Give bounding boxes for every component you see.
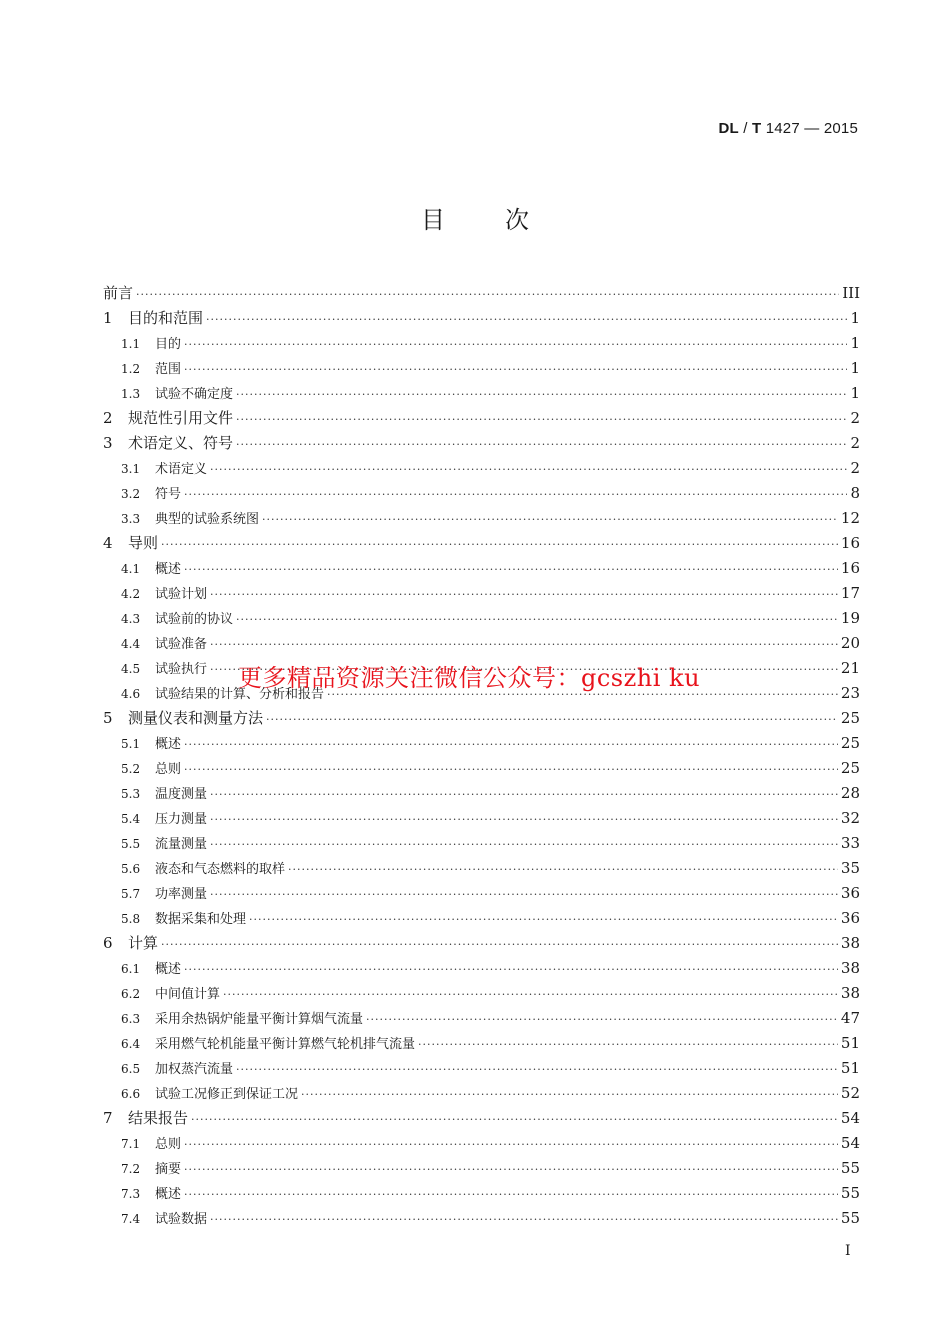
- toc-entry-number: 1: [103, 309, 113, 327]
- toc-entry-label: 试验工况修正到保证工况: [155, 1087, 299, 1102]
- toc-leader-dots: [366, 1007, 838, 1032]
- toc-entry[interactable]: [103, 806, 860, 831]
- toc-leader-dots: [236, 432, 847, 457]
- toc-entry[interactable]: [103, 781, 860, 806]
- toc-entry-label: 概述: [155, 1187, 182, 1202]
- toc-entry-page: 38: [840, 959, 860, 977]
- toc-entry-label: 试验数据: [155, 1212, 208, 1227]
- toc-leader-dots: [184, 732, 838, 757]
- toc-entry-label: 数据采集和处理: [155, 912, 247, 927]
- toc-leader-dots: [418, 1032, 838, 1057]
- toc-entry[interactable]: [103, 1181, 860, 1206]
- toc-entry-page: 54: [840, 1134, 860, 1152]
- toc-entry-label: 结果报告: [128, 1109, 189, 1127]
- toc-entry-label: 中间值计算: [155, 987, 221, 1002]
- toc-entry-label: 计算: [128, 934, 159, 952]
- toc-entry[interactable]: [103, 406, 860, 431]
- toc-entry-page: 36: [840, 884, 860, 902]
- toc-entry-page: 1: [850, 309, 860, 327]
- toc-leader-dots: [184, 1132, 838, 1157]
- toc-entry[interactable]: [103, 1131, 860, 1156]
- toc-entry-page: 2: [850, 459, 860, 477]
- toc-leader-dots: [210, 882, 838, 907]
- toc-entry-label: 概述: [155, 962, 182, 977]
- toc-entry-page: 35: [840, 859, 860, 877]
- toc-leader-dots: [191, 1107, 838, 1132]
- toc-entry-label: 概述: [155, 737, 182, 752]
- toc-leader-dots: [266, 707, 838, 732]
- toc-entry-number: 6.2: [121, 987, 141, 1001]
- toc-leader-dots: [184, 1182, 838, 1207]
- toc-entry-label: 符号: [155, 487, 182, 502]
- toc-entry[interactable]: [103, 906, 860, 931]
- toc-entry[interactable]: [103, 631, 860, 656]
- toc-entry-number: 3.2: [121, 487, 141, 501]
- toc-entry[interactable]: [103, 381, 860, 406]
- toc-entry-number: 4.1: [121, 562, 141, 576]
- toc-entry-number: 6.1: [121, 962, 141, 976]
- toc-entry-number: 6.5: [121, 1062, 141, 1076]
- toc-entry-label: 目的和范围: [128, 309, 204, 327]
- toc-entry-label: 目的: [155, 337, 182, 352]
- watermark-text: 更多精品资源关注微信公众号：gcszhi ku: [238, 664, 701, 692]
- toc-entry-page: 23: [840, 684, 860, 702]
- toc-entry-label: 采用余热锅炉能量平衡计算烟气流量: [155, 1012, 364, 1027]
- toc-leader-dots: [184, 957, 838, 982]
- toc-entry[interactable]: [103, 606, 860, 631]
- toc-entry-page: 54: [840, 1109, 860, 1127]
- toc-entry-page: 1: [850, 334, 860, 352]
- toc-entry[interactable]: [103, 956, 860, 981]
- toc-entry-number: 5.4: [121, 812, 141, 826]
- toc-leader-dots: [184, 757, 838, 782]
- toc-entry[interactable]: [103, 1031, 860, 1056]
- toc-entry[interactable]: [103, 331, 860, 356]
- toc-leader-dots: [210, 632, 838, 657]
- document-code: [718, 120, 858, 137]
- toc-entry-page: 1: [850, 359, 860, 377]
- toc-leader-dots: [161, 532, 838, 557]
- toc-entry[interactable]: [103, 1006, 860, 1031]
- code-rest: 1427 — 2015: [761, 120, 858, 137]
- toc-entry-number: 7.1: [121, 1137, 141, 1151]
- toc-entry-number: 3.3: [121, 512, 141, 526]
- toc-entry[interactable]: [103, 506, 860, 531]
- toc-entry-label: 总则: [155, 762, 182, 777]
- toc-entry-page: 55: [840, 1209, 860, 1227]
- toc-entry[interactable]: [103, 1081, 860, 1106]
- toc-entry[interactable]: [103, 281, 860, 306]
- toc-leader-dots: [184, 357, 847, 382]
- toc-entry-label: 试验不确定度: [155, 387, 234, 402]
- toc-entry-label: 导则: [128, 534, 159, 552]
- toc-leader-dots: [161, 932, 838, 957]
- toc-leader-dots: [301, 1082, 838, 1107]
- toc-entry-number: 6.6: [121, 1087, 141, 1101]
- toc-leader-dots: [136, 282, 839, 307]
- toc-leader-dots: [184, 557, 838, 582]
- toc-entry-number: 5.3: [121, 787, 141, 801]
- toc-entry-page: 36: [840, 909, 860, 927]
- toc-entry-label: 试验准备: [155, 637, 208, 652]
- toc-entry-page: 51: [840, 1034, 860, 1052]
- toc-entry-page: III: [842, 284, 860, 302]
- toc-entry-page: 55: [840, 1159, 860, 1177]
- toc-entry-number: 5.8: [121, 912, 141, 926]
- toc-entry[interactable]: [103, 1156, 860, 1181]
- page-number: I: [845, 1243, 851, 1259]
- toc-entry-number: 7: [103, 1109, 113, 1127]
- toc-leader-dots: [210, 782, 838, 807]
- toc-entry-label: 试验前的协议: [155, 612, 234, 627]
- toc-entry-number: 4.2: [121, 587, 141, 601]
- toc-entry[interactable]: [103, 1206, 860, 1231]
- toc-entry-label: 术语定义、符号: [128, 434, 234, 452]
- toc-entry[interactable]: [103, 756, 860, 781]
- toc-entry-label: 功率测量: [155, 887, 208, 902]
- toc-entry-page: 20: [840, 634, 860, 652]
- toc-leader-dots: [184, 482, 847, 507]
- toc-entry[interactable]: [103, 1056, 860, 1081]
- toc-entry[interactable]: [103, 831, 860, 856]
- table-of-contents: [103, 281, 860, 1231]
- toc-entry-label: 试验结果的计算、分析和报告: [155, 687, 325, 702]
- toc-leader-dots: [184, 1157, 838, 1182]
- toc-entry-page: 21: [840, 659, 860, 677]
- toc-entry[interactable]: [103, 731, 860, 756]
- code-slash: /: [738, 120, 752, 137]
- toc-leader-dots: [210, 582, 838, 607]
- toc-entry-number: 3: [103, 434, 113, 452]
- toc-entry-label: 摘要: [155, 1162, 182, 1177]
- toc-leader-dots: [236, 1057, 838, 1082]
- toc-entry-label: 前言: [103, 284, 134, 302]
- toc-entry-number: 6.3: [121, 1012, 141, 1026]
- toc-entry-number: 7.2: [121, 1162, 141, 1176]
- toc-entry-label: 术语定义: [155, 462, 208, 477]
- toc-entry-number: 4.3: [121, 612, 141, 626]
- toc-leader-dots: [184, 332, 847, 357]
- toc-entry[interactable]: [103, 931, 860, 956]
- toc-leader-dots: [210, 832, 838, 857]
- toc-entry-number: 7.3: [121, 1187, 141, 1201]
- toc-entry-number: 6: [103, 934, 113, 952]
- toc-entry[interactable]: [103, 481, 860, 506]
- toc-entry-number: 5.7: [121, 887, 141, 901]
- toc-entry-page: 38: [840, 984, 860, 1002]
- toc-entry-label: 温度测量: [155, 787, 208, 802]
- toc-entry-number: 7.4: [121, 1212, 141, 1226]
- toc-entry-number: 5.1: [121, 737, 141, 751]
- toc-entry-number: 1.1: [121, 337, 141, 351]
- toc-entry-number: 3.1: [121, 462, 141, 476]
- toc-entry-label: 压力测量: [155, 812, 208, 827]
- toc-entry-label: 总则: [155, 1137, 182, 1152]
- toc-entry-page: 16: [840, 559, 860, 577]
- toc-entry-page: 25: [840, 709, 860, 727]
- toc-leader-dots: [262, 507, 838, 532]
- toc-entry-page: 32: [840, 809, 860, 827]
- toc-entry-number: 5.6: [121, 862, 141, 876]
- toc-entry-label: 测量仪表和测量方法: [128, 709, 264, 727]
- toc-entry[interactable]: [103, 1106, 860, 1131]
- toc-entry-number: 6.4: [121, 1037, 141, 1051]
- toc-entry[interactable]: [103, 981, 860, 1006]
- toc-entry[interactable]: [103, 856, 860, 881]
- toc-entry-label: 流量测量: [155, 837, 208, 852]
- toc-leader-dots: [288, 857, 838, 882]
- toc-entry-number: 5.5: [121, 837, 141, 851]
- toc-entry-page: 52: [840, 1084, 860, 1102]
- toc-entry-number: 4.5: [121, 662, 141, 676]
- toc-leader-dots: [236, 607, 838, 632]
- toc-entry-page: 25: [840, 734, 860, 752]
- toc-entry-number: 4: [103, 534, 113, 552]
- toc-entry-label: 规范性引用文件: [128, 409, 234, 427]
- toc-entry-page: 38: [840, 934, 860, 952]
- toc-entry-label: 采用燃气轮机能量平衡计算燃气轮机排气流量: [155, 1037, 416, 1052]
- toc-entry-label: 试验执行: [155, 662, 208, 677]
- toc-leader-dots: [236, 382, 847, 407]
- toc-entry-page: 19: [840, 609, 860, 627]
- toc-entry-label: 概述: [155, 562, 182, 577]
- toc-entry-page: 55: [840, 1184, 860, 1202]
- toc-entry-page: 1: [850, 384, 860, 402]
- toc-entry-page: 2: [850, 434, 860, 452]
- toc-leader-dots: [223, 982, 838, 1007]
- code-prefix: DL: [718, 120, 739, 137]
- toc-entry-number: 4.6: [121, 687, 141, 701]
- toc-entry-label: 典型的试验系统图: [155, 512, 260, 527]
- toc-entry-label: 加权蒸汽流量: [155, 1062, 234, 1077]
- toc-entry-page: 51: [840, 1059, 860, 1077]
- toc-entry-number: 1.3: [121, 387, 141, 401]
- toc-entry-page: 8: [850, 484, 860, 502]
- toc-entry-number: 4.4: [121, 637, 141, 651]
- toc-entry-page: 33: [840, 834, 860, 852]
- toc-entry-number: 5: [103, 709, 113, 727]
- toc-entry[interactable]: [103, 556, 860, 581]
- toc-leader-dots: [206, 307, 847, 332]
- toc-entry-page: 16: [840, 534, 860, 552]
- toc-entry[interactable]: [103, 581, 860, 606]
- page-title: 目次: [421, 206, 589, 234]
- toc-entry-number: 1.2: [121, 362, 141, 376]
- toc-leader-dots: [210, 1207, 838, 1232]
- toc-entry[interactable]: [103, 356, 860, 381]
- toc-leader-dots: [236, 407, 847, 432]
- toc-entry-page: 25: [840, 759, 860, 777]
- toc-entry-label: 范围: [155, 362, 182, 377]
- toc-entry-page: 2: [850, 409, 860, 427]
- code-series: T: [751, 120, 762, 137]
- toc-entry-page: 28: [840, 784, 860, 802]
- toc-entry[interactable]: [103, 456, 860, 481]
- toc-entry-number: 2: [103, 409, 113, 427]
- toc-entry-label: 试验计划: [155, 587, 208, 602]
- toc-entry-page: 17: [840, 584, 860, 602]
- toc-entry[interactable]: [103, 531, 860, 556]
- toc-entry[interactable]: [103, 706, 860, 731]
- toc-leader-dots: [210, 457, 847, 482]
- toc-entry-number: 5.2: [121, 762, 141, 776]
- toc-entry[interactable]: [103, 881, 860, 906]
- toc-entry-label: 液态和气态燃料的取样: [155, 862, 286, 877]
- toc-entry-page: 47: [840, 1009, 860, 1027]
- toc-entry-page: 12: [840, 509, 860, 527]
- toc-leader-dots: [210, 807, 838, 832]
- toc-leader-dots: [249, 907, 838, 932]
- toc-entry[interactable]: [103, 431, 860, 456]
- toc-entry[interactable]: [103, 306, 860, 331]
